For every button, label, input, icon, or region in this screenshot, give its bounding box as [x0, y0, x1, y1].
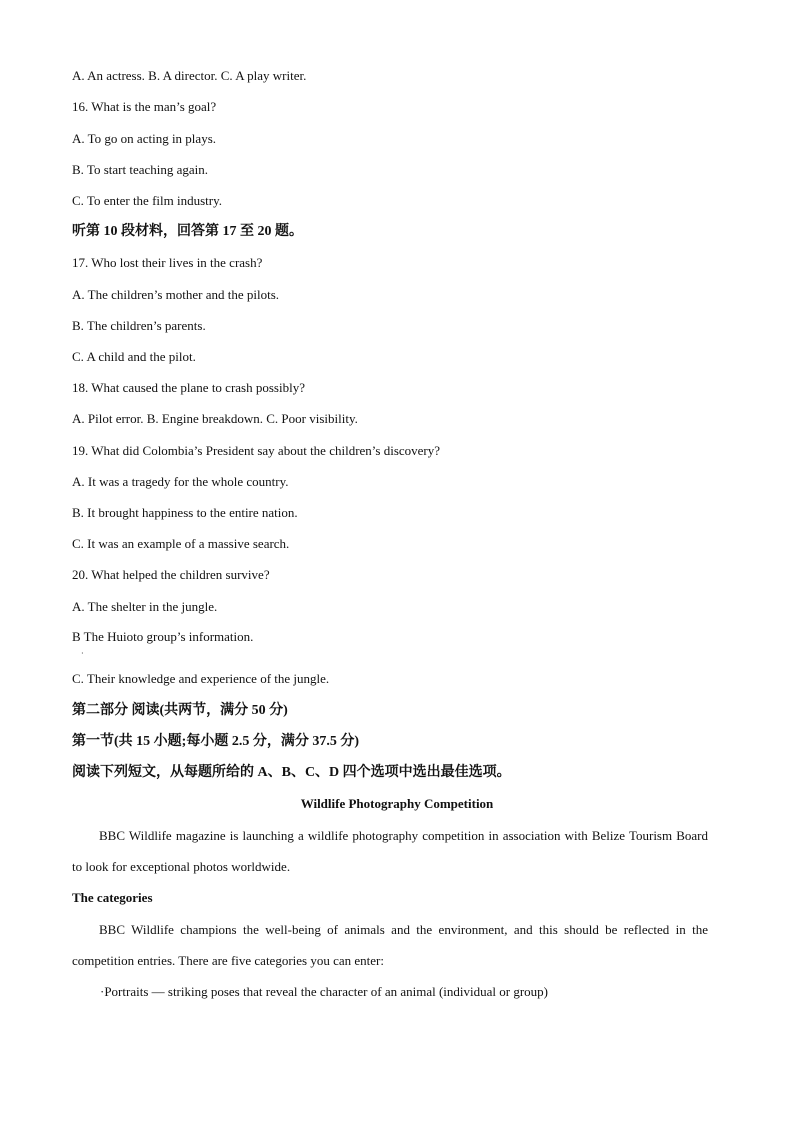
- q16-option-a: A. To go on acting in plays.: [72, 131, 217, 146]
- q17-question: 17. Who lost their lives in the crash?: [72, 255, 263, 270]
- q17-option-a: A. The children’s mother and the pilots.: [72, 287, 279, 302]
- reading-instruction: 阅读下列短文，从每题所给的 A、B、C、D 四个选项中选出最佳选项。: [72, 765, 511, 780]
- q18-question: 18. What caused the plane to crash possibly?: [72, 380, 305, 395]
- q17-option-c: C. A child and the pilot.: [72, 349, 196, 364]
- categories-heading: The categories: [72, 890, 153, 905]
- q16-option-b: B. To start teaching again.: [72, 162, 209, 177]
- q20-option-b: B The Huioto group’s information.: [72, 629, 254, 644]
- q20-option-c: C. Their knowledge and experience of the jungle.: [72, 671, 330, 686]
- section10-instruction: 听第 10 段材料，回答第 17 至 20 题。: [72, 224, 303, 239]
- article-intro: BBC Wildlife magazine is launching a wildlife photography competition in association with Belize Tourism Board to look for exceptional photos worldwide.: [72, 828, 708, 874]
- q18-options: A. Pilot error. B. Engine breakdown. C. Poor visibility.: [72, 411, 358, 426]
- q16-option-c: C. To enter the film industry.: [72, 193, 223, 208]
- category-portraits: ·Portraits — striking poses that reveal the character of an animal (individual or group): [100, 984, 548, 999]
- q20-question: 20. What helped the children survive?: [72, 567, 270, 582]
- q17-option-b: B. The children’s parents.: [72, 318, 206, 333]
- part-heading: 第二部分 阅读(共两节，满分 50 分): [72, 703, 288, 718]
- q20-option-b-mark: ·: [81, 649, 84, 658]
- categories-intro: BBC Wildlife champions the well-being of animals and the environment, and this should be reflected in the competition entries. There are five categories you can enter:: [72, 922, 708, 968]
- q16-question: 16. What is the man’s goal?: [72, 99, 217, 114]
- q19-question: 19. What did Colombia’s President say about the children’s discovery?: [72, 443, 441, 458]
- q20-option-a: A. The shelter in the jungle.: [72, 599, 218, 614]
- q19-option-c: C. It was an example of a massive search.: [72, 536, 290, 551]
- q15-options: A. An actress. B. A director. C. A play writer.: [72, 68, 307, 83]
- q19-option-a: A. It was a tragedy for the whole country.: [72, 474, 289, 489]
- q19-option-b: B. It brought happiness to the entire nation.: [72, 505, 298, 520]
- section-heading: 第一节(共 15 小题;每小题 2.5 分，满分 37.5 分): [72, 734, 359, 749]
- article-title: Wildlife Photography Competition: [300, 796, 494, 811]
